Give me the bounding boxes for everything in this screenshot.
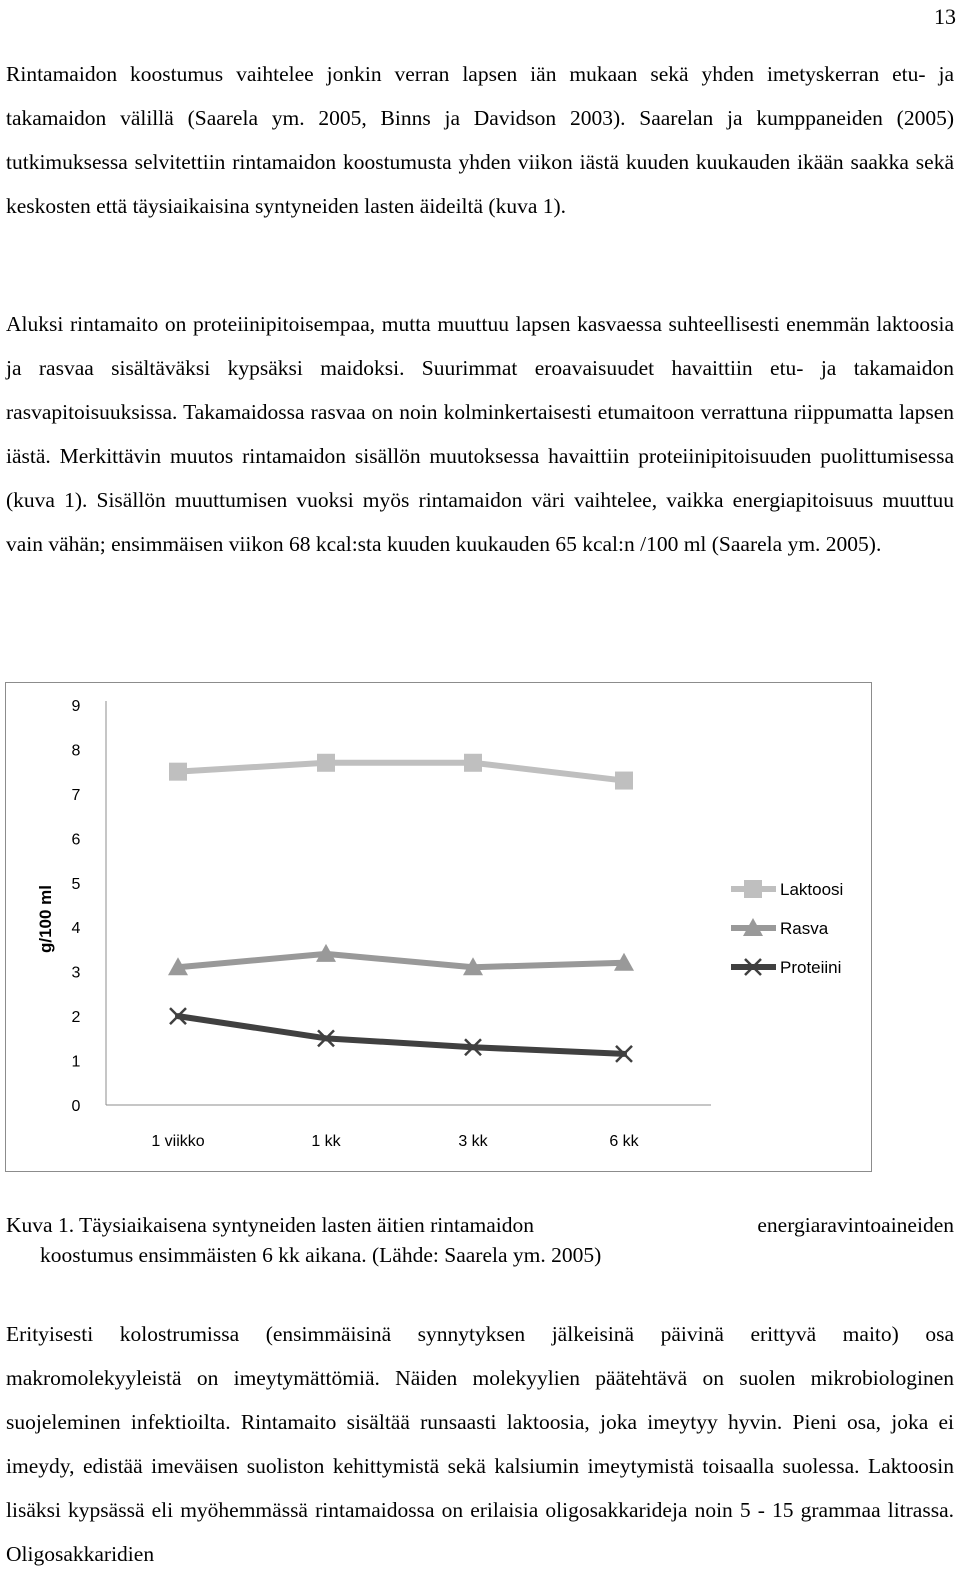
legend-label-laktoosi: Laktoosi — [780, 880, 844, 899]
series-line-laktoosi — [178, 763, 624, 781]
figure-caption — [6, 1210, 954, 1270]
series-line-rasva — [178, 954, 624, 967]
x-tick-label: 1 kk — [311, 1133, 341, 1150]
data-point-laktoosi — [615, 772, 633, 790]
data-point-laktoosi — [169, 763, 187, 781]
legend-label-rasva: Rasva — [780, 919, 829, 938]
caption-line1-left: Kuva 1. Täysiaikaisena syntyneiden lasten äitien rintamaidon — [6, 1213, 534, 1237]
page-number: 13 — [934, 4, 956, 29]
y-tick-label: 9 — [71, 698, 81, 715]
x-tick-label: 6 kk — [609, 1133, 639, 1150]
data-point-laktoosi — [464, 754, 482, 772]
caption-line1-right: energiaravintoaineiden — [757, 1213, 954, 1237]
y-axis-label: g/100 ml — [36, 884, 55, 954]
line-chart — [6, 683, 871, 1171]
x-tick-label: 1 viikko — [151, 1133, 205, 1150]
data-point-laktoosi — [317, 754, 335, 772]
y-tick-label: 1 — [71, 1053, 81, 1071]
paragraph-1: Rintamaidon koostumus vaihtelee jonkin verran lapsen iän mukaan sekä yhden imetyskerran etu- ja takamaidon välillä (Saarela ym. 2005, Binns ja Davidson 2003). Saarelan ja kumppaneiden (2005) tutkimuksessa selvitettiin rintamaidon koostumusta yhden viikon iästä kuuden kuukauden ikään saakka sekä keskosten että täysiaikaisina syntyneiden lasten äideiltä (kuva 1). — [6, 62, 954, 218]
legend-label-proteiini: Proteiini — [780, 958, 842, 977]
legend-marker-laktoosi — [744, 880, 762, 898]
paragraph-3: Erityisesti kolostrumissa (ensimmäisinä synnytyksen jälkeisinä päivinä erittyvä maito) osa makromolekyyleistä on imeytymättömiä. Näiden molekyylien päätehtävä on suolen mikrobiologinen suojeleminen infektioilta. Rintamaito sisältää runsaasti laktoosia, joka imeytyy hyvin. Pieni osa, joka ei imeydy, edistää imeväisen suoliston kehittymistä sekä kalsiumin imeytymistä toisaalla suolessa. Laktoosin lisäksi kypsässä eli myöhemmässä rintamaidossa on erilaisia oligosakkarideja noin 5 - 15 grammaa litrassa. Oligosakkaridien — [6, 1322, 954, 1566]
y-tick-label: 5 — [71, 875, 81, 893]
y-tick-label: 2 — [71, 1009, 81, 1027]
figure-chart — [5, 682, 872, 1172]
x-tick-label: 3 kk — [458, 1133, 488, 1150]
y-tick-label: 0 — [71, 1098, 81, 1115]
y-tick-label: 6 — [71, 831, 81, 849]
series-line-proteiini — [178, 1016, 624, 1054]
y-tick-label: 8 — [71, 742, 81, 760]
y-tick-label: 4 — [71, 920, 81, 938]
paragraph-2: Aluksi rintamaito on proteiinipitoisempaa, mutta muuttuu lapsen kasvaessa suhteellisesti enemmän laktoosia ja rasvaa sisältäväksi kypsäksi maidoksi. Suurimmat eroavaisuudet havaittiin etu- ja takamaidon rasvapitoisuuksissa. Takamaidossa rasvaa on noin kolminkertaisesti etumaitoon verrattuna riippumatta lapsen iästä. Merkittävin muutos rintamaidon sisällön muutoksessa havaittiin proteiinipitoisuuden puolittumisessa (kuva 1). Sisällön muuttumisen vuoksi myös rintamaidon väri vaihtelee, vaikka energiapitoisuus muuttuu vain vähän; ensimmäisen viikon 68 kcal:sta kuuden kuukauden 65 kcal:n /100 ml (Saarela ym. 2005). — [6, 312, 954, 556]
y-tick-label: 3 — [71, 964, 81, 982]
caption-line2: koostumus ensimmäisten 6 kk aikana. (Lähde: Saarela ym. 2005) — [40, 1243, 602, 1267]
y-tick-label: 7 — [71, 786, 81, 804]
